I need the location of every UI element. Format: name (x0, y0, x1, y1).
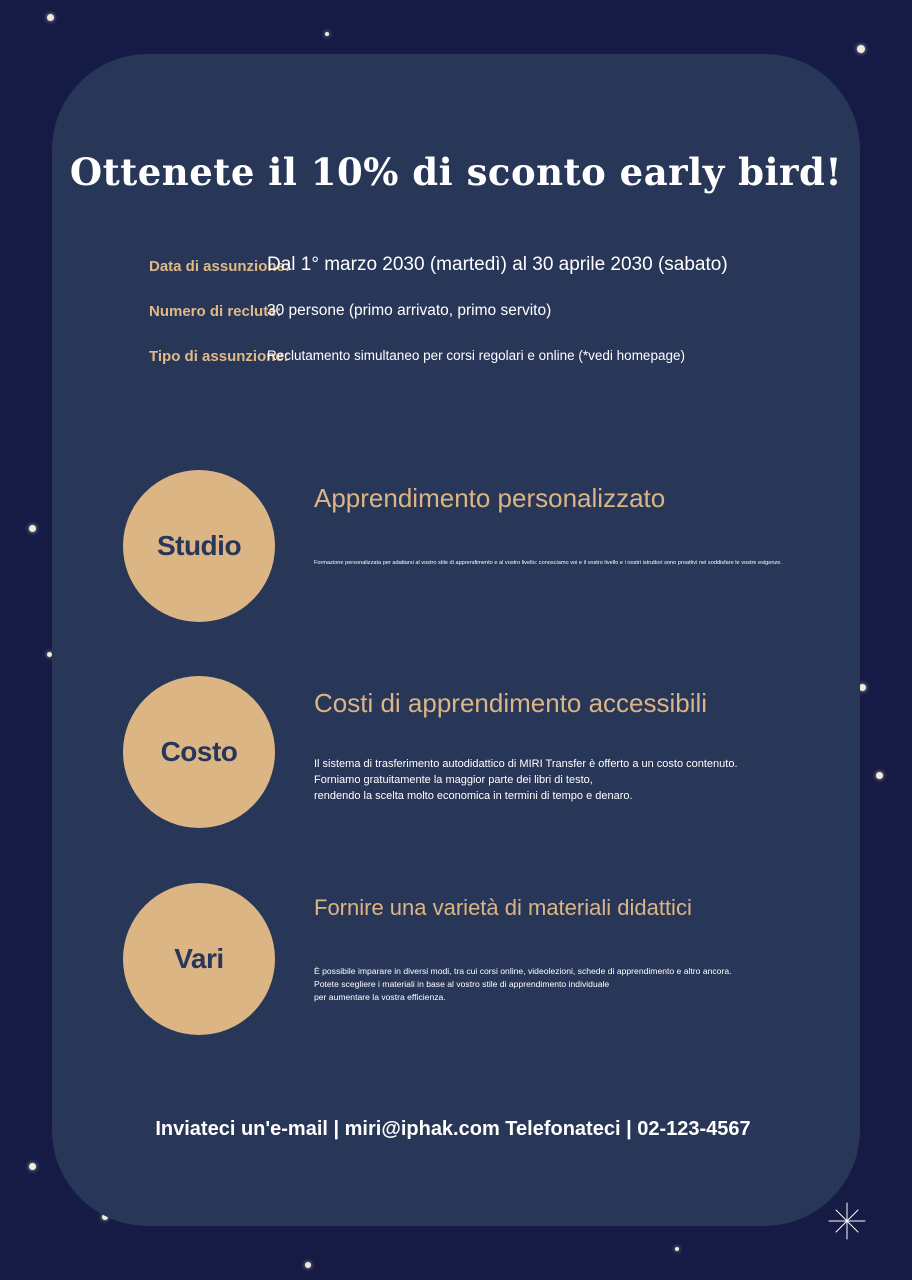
feature-personalized (123, 470, 823, 622)
info-label: Tipo di assunzione: (149, 348, 289, 365)
feature-title: Apprendimento personalizzato (314, 483, 666, 513)
feature-description: Formazione personalizzata per adattarsi al vostro stile di apprendimento e al vostro livello: conosciamo voi e il vostro livello e i nostri istruttori sono proattivi nel soddisfare le vostre esigenze. (314, 560, 782, 566)
feature-badge-label: Costo (160, 736, 238, 767)
feature-title: Costi di apprendimento accessibili (314, 688, 708, 718)
feature-affordable (123, 676, 823, 828)
page-title: Ottenete il 10% di sconto early bird! (69, 150, 843, 194)
star-dot-icon (857, 45, 865, 53)
info-row-date (149, 254, 849, 284)
star-dot-icon (876, 772, 883, 779)
star-dot-icon (29, 525, 36, 532)
feature-description: È possibile imparare in diversi modi, tra cui corsi online, videolezioni, schede di apprendimento e altro ancora. Potete scegliere i materiali in base al vostro stile di apprendimento individuale per aumentare la vostra efficienza. (314, 966, 732, 1002)
star-dot-icon (859, 684, 866, 691)
info-value: Reclutamento simultaneo per corsi regolari e online (*vedi homepage) (267, 348, 685, 363)
info-row-recruits (149, 300, 849, 330)
feature-badge (123, 883, 275, 1035)
star-dot-icon (29, 1163, 36, 1170)
feature-materials (123, 883, 823, 1035)
info-row-type (149, 345, 849, 375)
star-dot-icon (47, 14, 54, 21)
star-dot-icon (305, 1262, 311, 1268)
sparkle-icon (828, 1202, 866, 1240)
star-dot-icon (325, 32, 329, 36)
feature-description: Il sistema di trasferimento autodidattico di MIRI Transfer è offerto a un costo contenuto. Forniamo gratuitamente la maggior parte dei libri di testo, rendendo la scelta molto economica in termini di tempo e denaro. (314, 758, 738, 802)
feature-badge (123, 676, 275, 828)
info-label: Data di assunzione: (149, 258, 290, 275)
promo-card (52, 54, 860, 1226)
contact-line: Inviateci un'e-mail | miri@iphak.com Telefonateci | 02-123-4567 (155, 1118, 751, 1140)
feature-badge (123, 470, 275, 622)
info-value: 30 persone (primo arrivato, primo servito) (267, 302, 552, 319)
info-value: Dal 1° marzo 2030 (martedì) al 30 aprile 2030 (sabato) (267, 254, 728, 275)
feature-badge-label: Studio (156, 530, 242, 561)
feature-title: Fornire una varietà di materiali didattici (314, 895, 692, 920)
star-dot-icon (675, 1247, 679, 1251)
feature-badge-label: Vari (174, 943, 224, 974)
info-label: Numero di reclute: (149, 303, 282, 320)
